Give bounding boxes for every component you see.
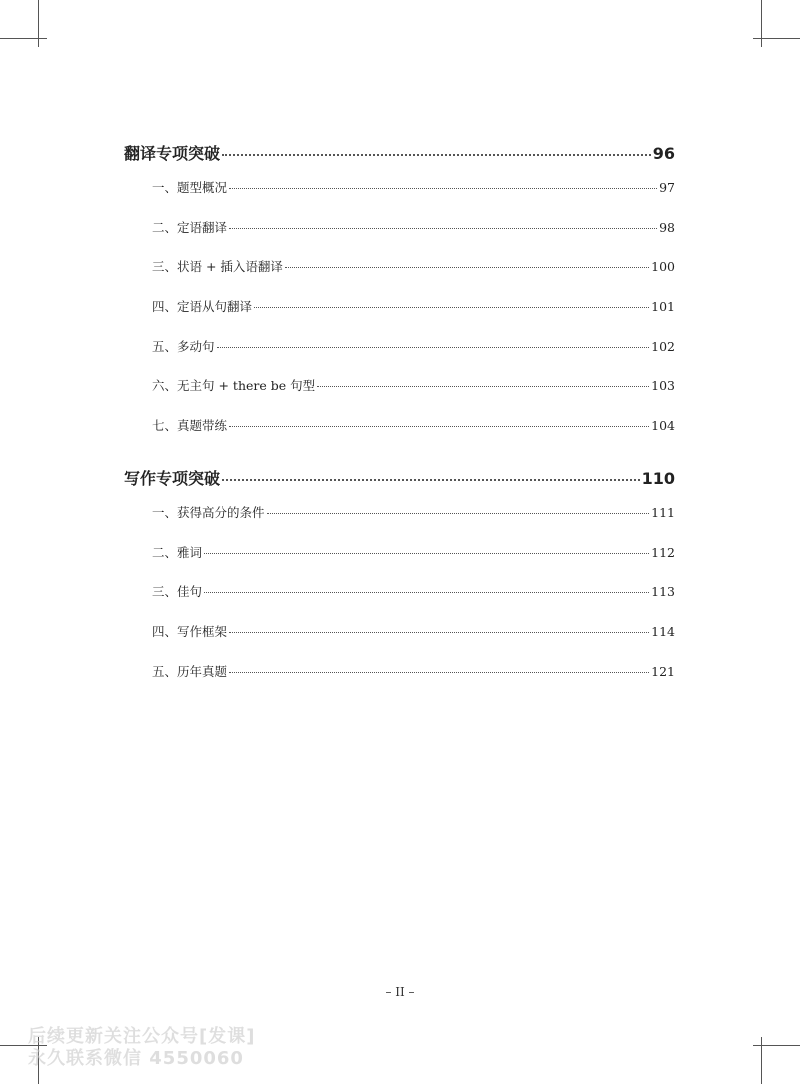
toc-page-number: 121: [651, 663, 675, 679]
toc-item-label: 二、定语翻译: [152, 219, 228, 235]
toc-page-number: 110: [641, 468, 675, 488]
toc-page-number: 103: [651, 378, 675, 394]
toc-page-number: 114: [651, 623, 675, 639]
toc-item[interactable]: [124, 208, 675, 248]
toc-item-label: 三、佳句: [152, 584, 203, 600]
dot-leader: [229, 228, 657, 229]
crop-mark-top-right-vertical: [761, 0, 762, 47]
toc-item-label: 四、写作框架: [152, 623, 228, 639]
watermark-line: 后续更新关注公众号[发课]: [28, 1026, 256, 1047]
dot-leader: [229, 672, 649, 673]
toc-item[interactable]: [124, 612, 675, 652]
toc-page-number: 104: [651, 418, 675, 434]
toc-page-number: 96: [652, 144, 675, 163]
crop-mark-top-right-horizontal: [753, 38, 800, 39]
toc-item-label: 一、获得高分的条件: [152, 504, 265, 520]
toc-page-number: 113: [651, 584, 675, 600]
dot-leader: [254, 307, 649, 308]
toc-item[interactable]: [124, 572, 675, 612]
page-folio: – II –: [385, 985, 415, 999]
dot-leader: [285, 267, 649, 268]
dot-leader: [222, 479, 640, 481]
table-of-contents: [124, 140, 675, 691]
section-spacer: [124, 446, 675, 465]
toc-item[interactable]: [124, 533, 675, 573]
toc-page-number: 111: [651, 504, 675, 520]
toc-page-number: 112: [651, 544, 675, 560]
toc-item-label: 三、状语 + 插入语翻译: [152, 259, 283, 275]
dot-leader: [217, 347, 650, 348]
toc-section-title: 翻译专项突破: [124, 144, 221, 163]
toc-item-label: 一、题型概况: [152, 180, 228, 195]
toc-section-writing[interactable]: [124, 465, 675, 493]
watermark-line: 永久联系微信 4550060: [28, 1048, 244, 1069]
toc-section-title: 写作专项突破: [124, 468, 221, 488]
dot-leader: [204, 592, 649, 593]
toc-item[interactable]: [124, 168, 675, 208]
toc-item[interactable]: [124, 327, 675, 367]
toc-item[interactable]: [124, 287, 675, 327]
toc-page-number: 100: [651, 259, 675, 275]
toc-item-label: 二、雅词: [152, 544, 203, 560]
crop-mark-top-left-horizontal: [0, 38, 47, 39]
toc-item[interactable]: [124, 247, 675, 287]
dot-leader: [267, 513, 650, 514]
toc-item-label: 六、无主句 + there be 句型: [152, 378, 316, 394]
watermark: [28, 1026, 255, 1070]
dot-leader: [222, 154, 651, 156]
dot-leader: [229, 188, 657, 189]
toc-item[interactable]: [124, 652, 675, 692]
toc-item[interactable]: [124, 406, 675, 446]
crop-mark-bottom-right-horizontal: [753, 1045, 800, 1046]
toc-item[interactable]: [124, 366, 675, 406]
toc-item-label: 四、定语从句翻译: [152, 299, 253, 315]
toc-page-number: 97: [659, 180, 675, 195]
toc-item-label: 五、多动句: [152, 338, 215, 354]
toc-item[interactable]: [124, 493, 675, 533]
crop-mark-top-left-vertical: [38, 0, 39, 47]
toc-page-number: 101: [651, 299, 675, 315]
dot-leader: [317, 386, 649, 387]
dot-leader: [229, 632, 649, 633]
dot-leader: [204, 553, 649, 554]
toc-item-label: 七、真题带练: [152, 418, 228, 434]
toc-section-translation[interactable]: [124, 140, 675, 168]
toc-page-number: 102: [651, 338, 675, 354]
toc-page-number: 98: [659, 219, 675, 235]
toc-item-label: 五、历年真题: [152, 663, 228, 679]
dot-leader: [229, 426, 649, 427]
